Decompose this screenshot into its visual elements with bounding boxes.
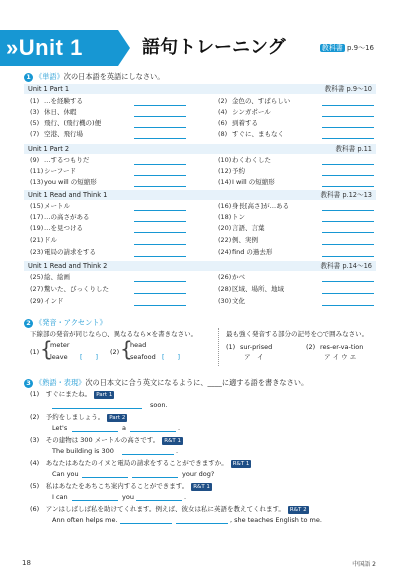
vocab-item: (1) …を経験する bbox=[30, 97, 83, 105]
book-icon: R&T 1 bbox=[193, 484, 210, 490]
book-icon: Part 1 bbox=[96, 392, 113, 398]
question-2-instruction-left: 下線部の発音が同じなら○、異なるなら×を書きなさい。 bbox=[30, 330, 198, 338]
answer-line[interactable] bbox=[322, 105, 374, 106]
answer-line[interactable] bbox=[322, 293, 374, 294]
answer-line[interactable] bbox=[322, 305, 374, 306]
vocab-item: (26)かべ bbox=[218, 273, 245, 281]
answer-line[interactable] bbox=[52, 408, 142, 409]
answer-bracket[interactable]: [ ] bbox=[162, 353, 181, 361]
vocab-item: (5) 飛行、(飛行機の)便 bbox=[30, 119, 102, 127]
answer-line[interactable] bbox=[322, 186, 374, 187]
answer-line[interactable] bbox=[134, 293, 186, 294]
vocab-item: (10)わくわくした bbox=[218, 156, 271, 164]
accent-number: (1) bbox=[226, 343, 236, 351]
book-icon: R&T 1 bbox=[232, 461, 250, 467]
accent-word: sur-prised bbox=[240, 343, 273, 351]
answer-line[interactable] bbox=[134, 232, 186, 233]
banner-arrow bbox=[118, 30, 130, 66]
question-instruction: 次の日本文に合う英文になるように、____に適する語を書きなさい。 bbox=[85, 378, 309, 387]
band-label: Unit 1 Read and Think 1 bbox=[28, 191, 108, 199]
answer-line[interactable] bbox=[322, 221, 374, 222]
word-a: meter bbox=[50, 341, 70, 349]
answer-line[interactable] bbox=[134, 175, 186, 176]
answer-line[interactable] bbox=[122, 454, 174, 455]
section-band bbox=[24, 144, 376, 154]
vocab-item: (8) すぐに、まもなく bbox=[218, 130, 284, 138]
band-label: Unit 1 Part 2 bbox=[28, 145, 70, 153]
sentence-english: . bbox=[176, 447, 179, 455]
vocab-item: (19)…を見つける bbox=[30, 224, 83, 232]
vocab-item: (29)インド bbox=[30, 297, 64, 305]
vocab-item: (4) シンガポール bbox=[218, 108, 271, 116]
vocab-item: (20)言語、言葉 bbox=[218, 224, 265, 232]
sentence-english: soon. bbox=[150, 401, 168, 409]
vocab-item: (6) 到着する bbox=[218, 119, 258, 127]
answer-line[interactable] bbox=[322, 244, 374, 245]
band-label: Unit 1 Part 1 bbox=[28, 85, 70, 93]
vocab-item: (25)絵、絵画 bbox=[30, 273, 70, 281]
vocab-item: (7) 空港、飛行場 bbox=[30, 130, 83, 138]
word-b: seafood bbox=[130, 353, 156, 361]
vocab-item: (18)トン bbox=[218, 213, 245, 221]
sentence-english: you bbox=[122, 493, 134, 501]
vocab-item: (11)シーフード bbox=[30, 167, 76, 175]
answer-line[interactable] bbox=[72, 500, 118, 501]
book-icon: R&T 2 bbox=[289, 507, 307, 513]
band-pages: 教科書 p.12～13 bbox=[320, 191, 372, 199]
answer-line[interactable] bbox=[322, 164, 374, 165]
answer-line[interactable] bbox=[176, 523, 228, 524]
sentence-english: your dog? bbox=[182, 470, 215, 478]
vocab-item: (13)you will の短縮形 bbox=[30, 178, 97, 186]
book-icon: Part 2 bbox=[109, 415, 126, 421]
unit-header bbox=[0, 30, 410, 66]
question-2-heading bbox=[24, 318, 107, 328]
accent-options[interactable]: ア イ bbox=[244, 353, 264, 361]
question-instruction: 次の日本語を英語にしなさい。 bbox=[63, 72, 165, 81]
textbook-pages: p.9～16 bbox=[346, 44, 374, 52]
answer-line[interactable] bbox=[134, 210, 186, 211]
sentence-english: , she teaches English to me. bbox=[230, 516, 322, 524]
answer-line[interactable] bbox=[134, 221, 186, 222]
answer-line[interactable] bbox=[322, 127, 374, 128]
vocab-item: (23)電局の請求をする bbox=[30, 248, 96, 256]
book-code: 中国語 2 bbox=[352, 561, 376, 568]
vocab-item: (27)驚いた、びっくりした bbox=[30, 285, 109, 293]
question-1-heading bbox=[24, 72, 164, 82]
vocab-item: (12)予約 bbox=[218, 167, 245, 175]
answer-line[interactable] bbox=[134, 105, 186, 106]
vocab-item: (22)例、実例 bbox=[218, 236, 258, 244]
section-band bbox=[24, 190, 376, 200]
answer-line[interactable] bbox=[134, 127, 186, 128]
vocab-item: (30)文化 bbox=[218, 297, 245, 305]
accent-options[interactable]: ア イ ウ エ bbox=[324, 353, 357, 361]
textbook-tag: 教科書 bbox=[321, 44, 343, 52]
sentence-english: I can bbox=[52, 493, 68, 501]
answer-line[interactable] bbox=[136, 500, 182, 501]
pair-number: (1) bbox=[30, 348, 40, 356]
sentence-item: (4) あなたはあなたのイヌと電局の請求をすることができますか。 R&T 1 bbox=[30, 459, 250, 467]
vocab-item: (14)I will の短縮形 bbox=[218, 178, 275, 186]
section-band bbox=[24, 261, 376, 271]
answer-line[interactable] bbox=[134, 138, 186, 139]
question-number: 1 bbox=[24, 73, 33, 82]
sentence-english: Let's bbox=[52, 424, 68, 432]
question-category: 《熟語・表現》 bbox=[35, 378, 86, 387]
band-pages: 教科書 p.11 bbox=[335, 145, 372, 153]
answer-line[interactable] bbox=[134, 186, 186, 187]
sentence-item: (3) その建物は 300 メートルの高さです。 R&T 1 bbox=[30, 436, 181, 444]
sentence-english: Ann often helps me. bbox=[52, 516, 118, 524]
answer-line[interactable] bbox=[72, 431, 118, 432]
vocab-item: (3) 休日、休暇 bbox=[30, 108, 77, 116]
question-2-instruction-right: 最も強く発音する部分の記号を○で囲みなさい。 bbox=[226, 330, 369, 338]
sentence-item: (5) 私はあなたをあちこち案内することができます。 R&T 1 bbox=[30, 482, 210, 490]
sentence-english: . bbox=[184, 493, 187, 501]
band-pages: 教科書 p.9～10 bbox=[324, 85, 372, 93]
vocab-item: (17)…の高さがある bbox=[30, 213, 90, 221]
sentence-english: Can you bbox=[52, 470, 79, 478]
answer-line[interactable] bbox=[82, 477, 128, 478]
pair-number: (2) bbox=[110, 348, 120, 356]
answer-line[interactable] bbox=[120, 523, 172, 524]
textbook-reference bbox=[320, 43, 374, 53]
answer-line[interactable] bbox=[322, 116, 374, 117]
band-label: Unit 1 Read and Think 2 bbox=[28, 262, 108, 270]
answer-line[interactable] bbox=[134, 305, 186, 306]
answer-line[interactable] bbox=[134, 164, 186, 165]
answer-line[interactable] bbox=[322, 281, 374, 282]
sentence-item: (6) アンはしばしば私を助けてくれます。例えば、彼女は私に英語を教えてくれます。 R&T 2 bbox=[30, 505, 307, 513]
sentence-english: a bbox=[122, 424, 126, 432]
answer-line[interactable] bbox=[134, 281, 186, 282]
sentence-english: The building is 300 bbox=[52, 447, 114, 455]
column-divider bbox=[218, 328, 219, 366]
answer-line[interactable] bbox=[134, 116, 186, 117]
brace: { bbox=[40, 337, 53, 361]
answer-bracket[interactable]: [ ] bbox=[80, 353, 99, 361]
page-title: 語句トレーニング bbox=[142, 37, 286, 58]
vocab-item: (24)find の過去形 bbox=[218, 248, 273, 256]
answer-line[interactable] bbox=[130, 431, 176, 432]
accent-word: res-er-va-tion bbox=[320, 343, 364, 351]
answer-line[interactable] bbox=[134, 244, 186, 245]
answer-line[interactable] bbox=[322, 256, 374, 257]
answer-line[interactable] bbox=[322, 232, 374, 233]
brace: { bbox=[120, 337, 133, 361]
vocab-item: (28)区域、場所、地域 bbox=[218, 285, 284, 293]
accent-number: (2) bbox=[306, 343, 316, 351]
vocab-item: (16)身長[高さ]が…ある bbox=[218, 202, 290, 210]
word-b: leave bbox=[50, 353, 68, 361]
question-category: 《発音・アクセント》 bbox=[35, 318, 107, 327]
answer-line[interactable] bbox=[134, 256, 186, 257]
question-number: 3 bbox=[24, 379, 33, 388]
question-category: 《単語》 bbox=[35, 72, 64, 81]
book-icon: R&T 1 bbox=[164, 438, 181, 444]
vocab-item: (2) 金色の、すばらしい bbox=[218, 97, 291, 105]
band-pages: 教科書 p.14～16 bbox=[320, 262, 372, 270]
section-band bbox=[24, 84, 376, 94]
vocab-item: (15)メートル bbox=[30, 202, 70, 210]
vocab-item: (9) …するつもりだ bbox=[30, 156, 90, 164]
word-a: head bbox=[130, 341, 147, 349]
answer-line[interactable] bbox=[322, 210, 374, 211]
answer-line[interactable] bbox=[322, 175, 374, 176]
sentence-item: (2) 予約をしましょう。 Part 2 bbox=[30, 413, 126, 421]
answer-line[interactable] bbox=[132, 477, 178, 478]
vocab-item: (21)ドル bbox=[30, 236, 57, 244]
page-number: 18 bbox=[22, 559, 31, 567]
answer-line[interactable] bbox=[322, 138, 374, 139]
unit-label: »Unit 1 bbox=[6, 35, 83, 60]
question-number: 2 bbox=[24, 319, 33, 328]
sentence-item: (1) すぐにまたね。 Part 1 bbox=[30, 390, 113, 398]
question-3-heading bbox=[24, 378, 308, 388]
sentence-english: . bbox=[178, 424, 181, 432]
